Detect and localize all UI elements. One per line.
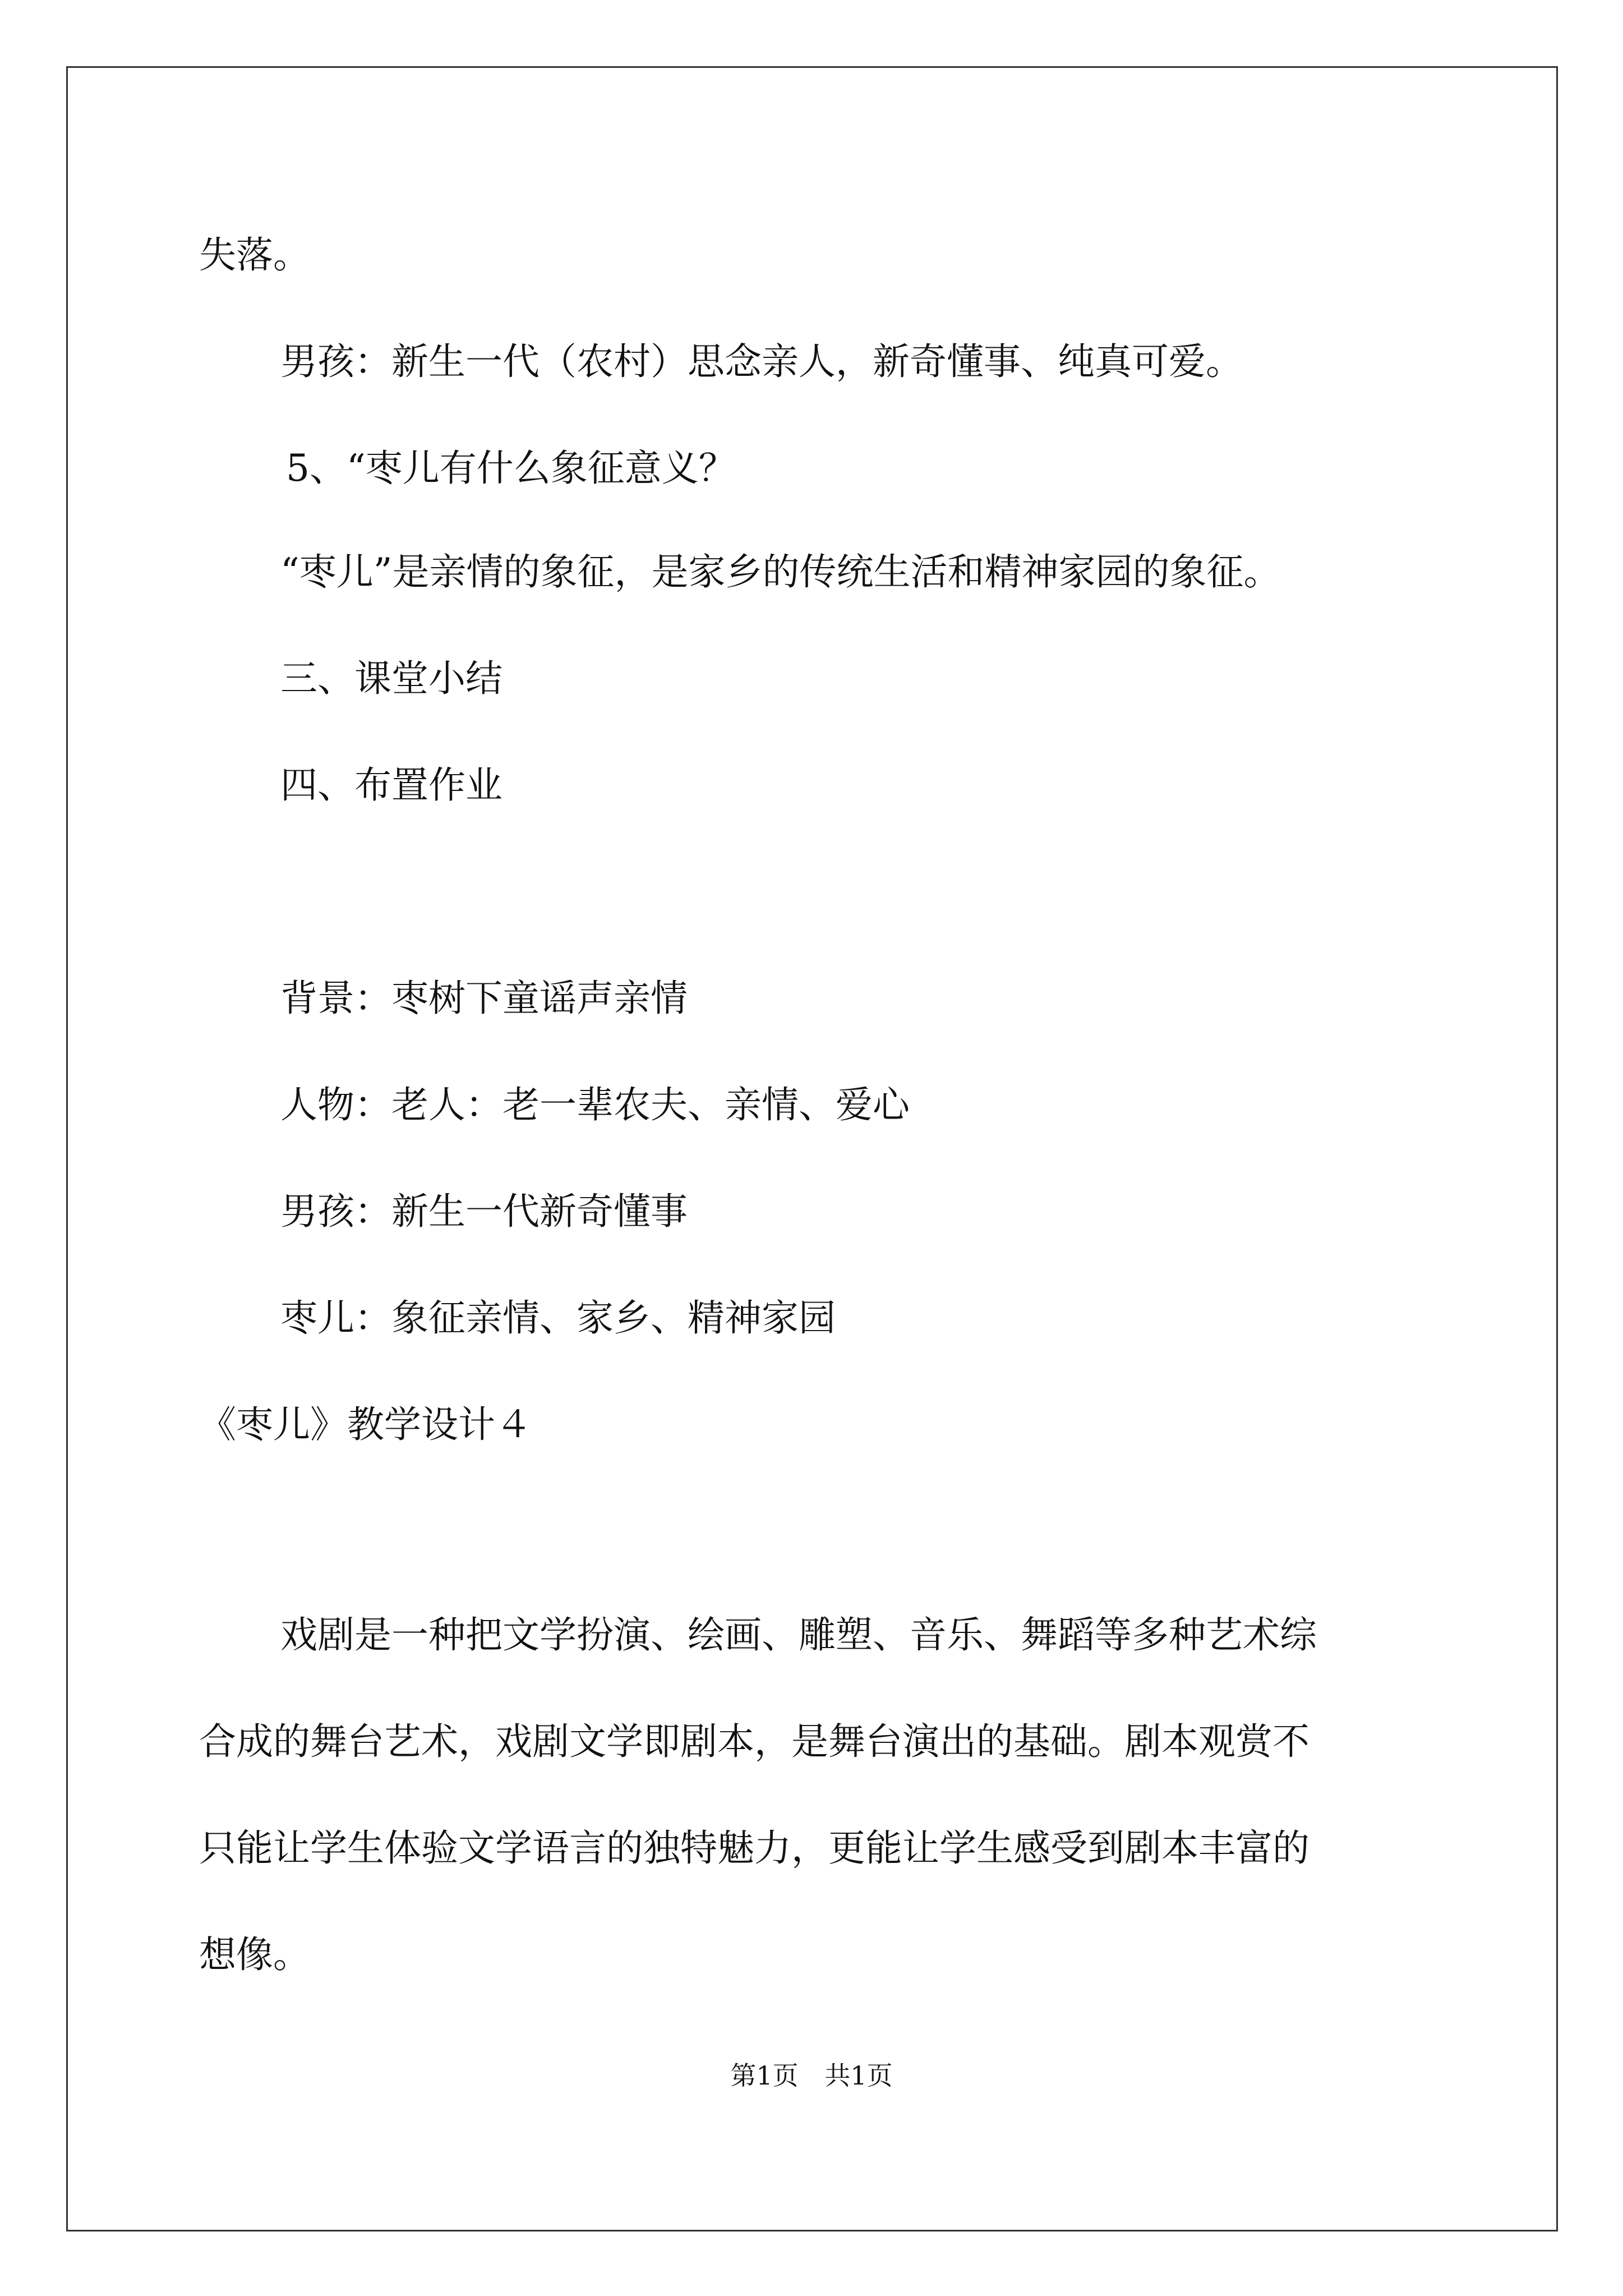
section-heading-summary: 三、课堂小结 xyxy=(280,657,502,700)
paragraph-line-2: 合成的舞台艺术，戏剧文学即剧本，是舞台演出的基础。剧本观赏不 xyxy=(199,1720,1310,1763)
page-footer xyxy=(0,2059,1623,2092)
text-line-4: “枣儿”是亲情的象征，是家乡的传统生活和精神家园的象征。 xyxy=(280,550,1281,593)
page-border xyxy=(66,66,1558,2231)
document-heading: 《枣儿》教学设计４ xyxy=(199,1403,532,1446)
text-line-characters: 人物：老人：老一辈农夫、亲情、爱心 xyxy=(280,1083,910,1126)
text-line-dates: 枣儿：象征亲情、家乡、精神家园 xyxy=(280,1296,836,1340)
page-total: 共1页 xyxy=(824,2060,893,2091)
paragraph-line-4: 想像。 xyxy=(199,1933,310,1976)
text-line-boy: 男孩：新生一代新奇懂事 xyxy=(280,1190,688,1233)
text-line-2: 男孩：新生一代（农村）思念亲人，新奇懂事、纯真可爱。 xyxy=(280,340,1243,383)
text-line-3: 5、“枣儿有什么象征意义？ xyxy=(286,447,736,490)
paragraph-line-1: 戏剧是一种把文学扮演、绘画、雕塑、音乐、舞蹈等多种艺术综 xyxy=(280,1613,1317,1657)
page-number: 第1页 xyxy=(730,2060,799,2091)
text-line-background: 背景：枣树下童谣声亲情 xyxy=(280,977,688,1020)
text-line-1: 失落。 xyxy=(199,233,310,277)
section-heading-homework: 四、布置作业 xyxy=(280,763,502,807)
paragraph-line-3: 只能让学生体验文学语言的独特魅力，更能让学生感受到剧本丰富的 xyxy=(199,1826,1310,1870)
